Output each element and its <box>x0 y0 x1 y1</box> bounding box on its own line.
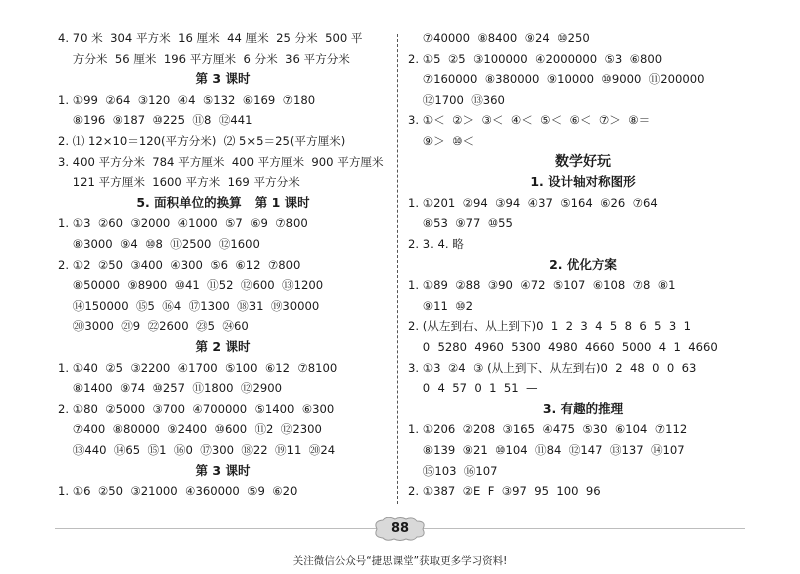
section-heading: 3. 有趣的推理 <box>542 400 624 416</box>
section-heading: 2. 优化方案 <box>549 256 617 272</box>
section-heading: 第 3 课时 <box>195 462 251 478</box>
answer-line: ⑦400 ⑧80000 ⑨2400 ⑩600 ⑪2 ⑫2300 <box>58 422 322 437</box>
answer-line: 方分米 56 厘米 196 平方厘米 6 分米 36 平方分米 <box>58 51 350 66</box>
answer-line: 3. 400 平方分米 784 平方厘米 400 平方厘米 900 平方厘米 <box>58 154 384 169</box>
answer-line: ⑨11 ⑩2 <box>408 298 474 313</box>
answer-line: 1. ①89 ②88 ③90 ④72 ⑤107 ⑥108 ⑦8 ⑧1 <box>408 278 676 293</box>
answer-line: ⑧50000 ⑨8900 ⑩41 ⑪52 ⑫600 ⑬1200 <box>58 278 324 293</box>
answer-line: 1. ①206 ②208 ③165 ④475 ⑤30 ⑥104 ⑦112 <box>408 422 688 437</box>
answer-line: ⑦40000 ⑧8400 ⑨24 ⑩250 <box>408 31 590 45</box>
answer-line: ⑧196 ⑨187 ⑩225 ⑪8 ⑫441 <box>58 113 253 128</box>
answer-line: ⑭150000 ⑮5 ⑯4 ⑰1300 ⑱31 ⑲30000 <box>58 298 320 313</box>
section-heading: 5. 面积单位的换算 第 1 课时 <box>136 194 310 210</box>
answer-line: ⑦160000 ⑧380000 ⑨10000 ⑩9000 ⑪200000 <box>408 72 705 87</box>
answer-line: 2. ①80 ②5000 ③700 ④700000 ⑤1400 ⑥300 <box>58 401 335 416</box>
answer-line: ⑧53 ⑨77 ⑩55 <box>408 216 513 231</box>
section-heading: 第 2 课时 <box>195 339 251 354</box>
section-title: 数学好玩 <box>555 153 611 170</box>
answer-line: 2. (从左到右、从上到下)0 1 2 3 4 5 8 6 5 3 1 <box>408 319 691 334</box>
answer-line: 3. ①＜ ②＞ ③＜ ④＜ ⑤＜ ⑥＜ ⑦＞ ⑧＝ <box>408 113 651 128</box>
answer-line: 1. ①99 ②64 ③120 ④4 ⑤132 ⑥169 ⑦180 <box>58 92 316 107</box>
answer-line: ⑧3000 ⑨4 ⑩8 ⑪2500 ⑫1600 <box>58 237 260 251</box>
answer-line: 1. ①6 ②50 ③21000 ④360000 ⑤9 ⑥20 <box>58 484 298 499</box>
answer-line: ⑧1400 ⑨74 ⑩257 ⑪1800 ⑫2900 <box>58 381 282 396</box>
answer-line: ⑨＞ ⑩＜ <box>408 134 475 148</box>
answer-line: ⑬440 ⑭65 ⑮1 ⑯0 ⑰300 ⑱22 ⑲11 ⑳24 <box>58 443 336 457</box>
answer-line: 1. ①3 ②60 ③2000 ④1000 ⑤7 ⑥9 ⑦800 <box>58 216 308 231</box>
answer-line: 2. 3. 4. 略 <box>408 237 464 251</box>
answer-line: 2. ①5 ②5 ③100000 ④2000000 ⑤3 ⑥800 <box>408 51 663 66</box>
column-divider <box>397 34 398 504</box>
answer-line: 0 5280 4960 5300 4980 4660 5000 4 1 4660 <box>408 340 718 354</box>
answer-line: 2. ⑴ 12×10＝120(平方分米) ⑵ 5×5＝25(平方厘米) <box>58 134 346 148</box>
answer-line: 2. ①387 ②E F ③97 95 100 96 <box>408 484 601 499</box>
section-heading: 第 3 课时 <box>195 71 251 87</box>
answer-line: ⑮103 ⑯107 <box>408 463 498 478</box>
answer-line: ⑫1700 ⑬360 <box>408 92 505 107</box>
answer-line: 3. ①3 ②4 ③ (从上到下、从左到右)0 2 48 0 0 63 <box>408 360 697 375</box>
answer-line: 2. ①2 ②50 ③400 ④300 ⑤6 ⑥12 ⑦800 <box>58 257 301 272</box>
page-number: 88 <box>390 521 410 536</box>
footer-note: 关注微信公众号“捷思课堂”获取更多学习资料! <box>292 555 508 567</box>
answer-line: 1. ①201 ②94 ③94 ④37 ⑤164 ⑥26 ⑦64 <box>408 195 658 210</box>
answer-line: ⑳3000 ㉑9 ㉒2600 ㉓5 ㉔60 <box>58 319 249 334</box>
answer-line: 0 4 57 0 1 51 — <box>408 381 538 396</box>
answer-line: 121 平方厘米 1600 平方米 169 平方分米 <box>58 175 300 190</box>
answer-line: 1. ①40 ②5 ③2200 ④1700 ⑤100 ⑥12 ⑦8100 <box>58 360 338 375</box>
answer-line: ⑧139 ⑨21 ⑩104 ⑪84 ⑫147 ⑬137 ⑭107 <box>408 443 685 457</box>
answer-line: 4. 70 米 304 平方米 16 厘米 44 厘米 25 分米 500 平 <box>58 31 363 45</box>
section-heading: 1. 设计轴对称图形 <box>530 174 636 190</box>
